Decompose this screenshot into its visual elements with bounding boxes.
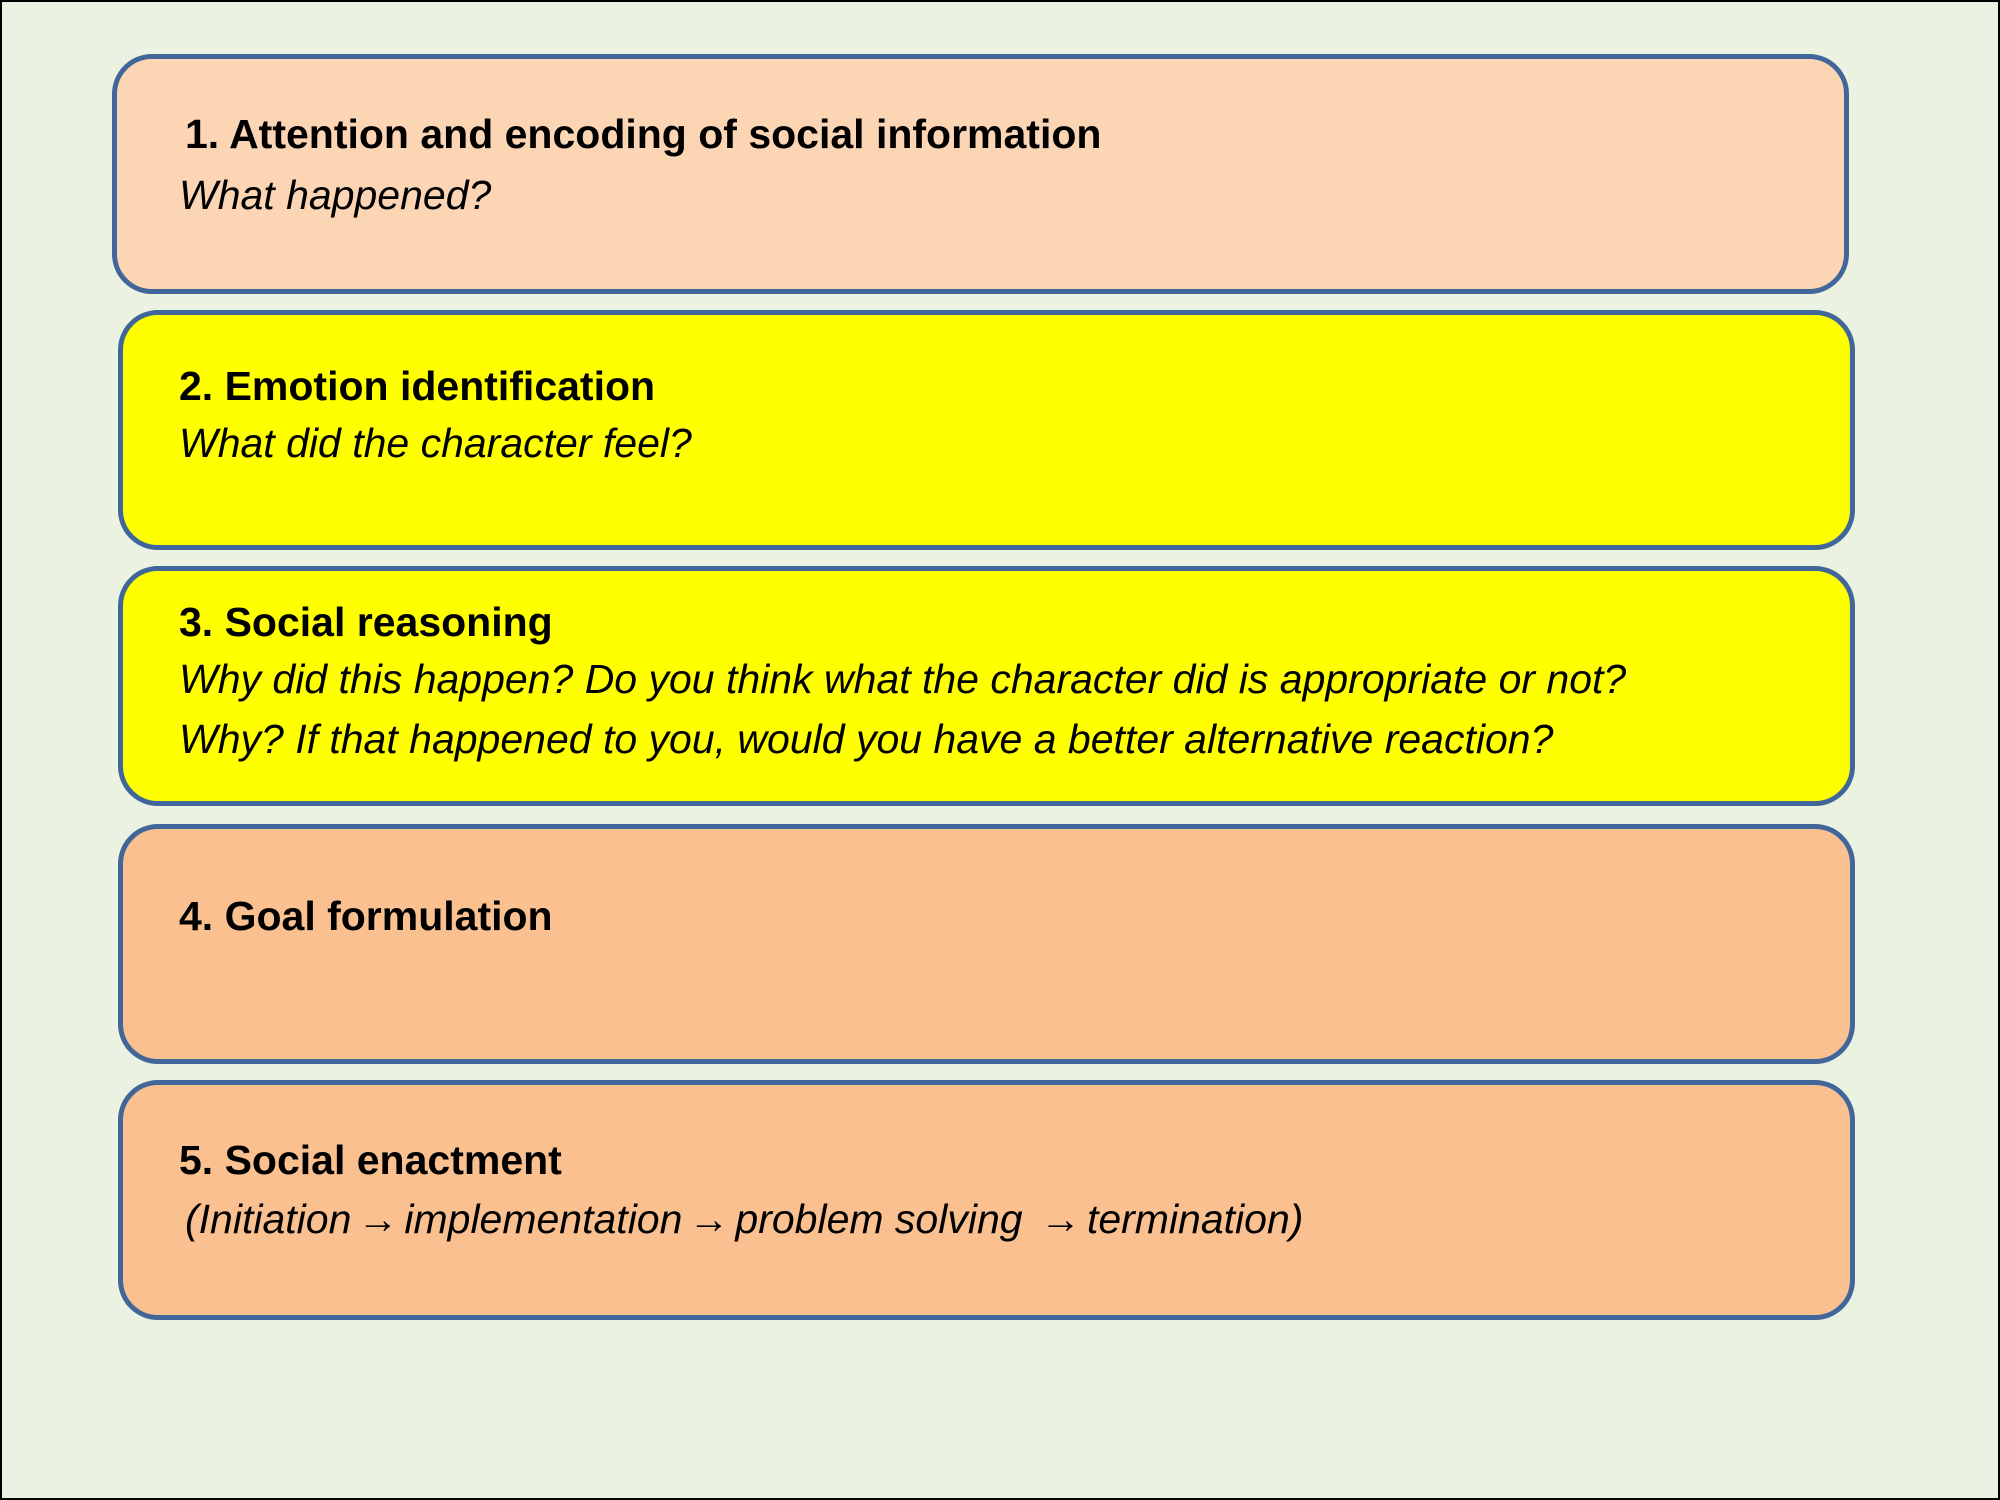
right-arrow-icon: → xyxy=(688,1196,730,1242)
step-2-title: 2. Emotion identification xyxy=(179,363,656,409)
step-5-box xyxy=(118,1080,1855,1320)
right-arrow-icon: → xyxy=(357,1196,399,1242)
step-3-box xyxy=(118,566,1855,806)
right-arrow-icon: → xyxy=(1039,1196,1081,1242)
step-3-question-line-2: Why? If that happened to you, would you have a better alternative reaction? xyxy=(179,716,1554,762)
step-3-question-line-1: Why did this happen? Do you think what the character did is appropriate or not? xyxy=(179,656,1627,702)
sequence-item-initiation: Initiation xyxy=(198,1196,352,1242)
step-2-question: What did the character feel? xyxy=(179,420,692,466)
sequence-item-termination: termination xyxy=(1086,1196,1290,1242)
sequence-close-paren: ) xyxy=(1289,1196,1304,1242)
step-1-title: 1. Attention and encoding of social information xyxy=(185,111,1102,157)
step-3-question xyxy=(179,649,1626,769)
step-4-title: 4. Goal formulation xyxy=(179,893,553,939)
step-5-sequence xyxy=(185,1189,1303,1249)
step-1-box xyxy=(112,54,1849,294)
step-2-box xyxy=(118,310,1855,550)
sequence-item-implementation: implementation xyxy=(404,1196,683,1242)
sequence-open-paren: ( xyxy=(185,1196,199,1242)
step-3-title: 3. Social reasoning xyxy=(179,599,553,645)
step-4-box xyxy=(118,824,1855,1064)
step-5-title: 5. Social enactment xyxy=(179,1137,562,1183)
step-1-question: What happened? xyxy=(179,172,492,218)
sequence-item-problem-solving: problem solving xyxy=(735,1196,1023,1242)
